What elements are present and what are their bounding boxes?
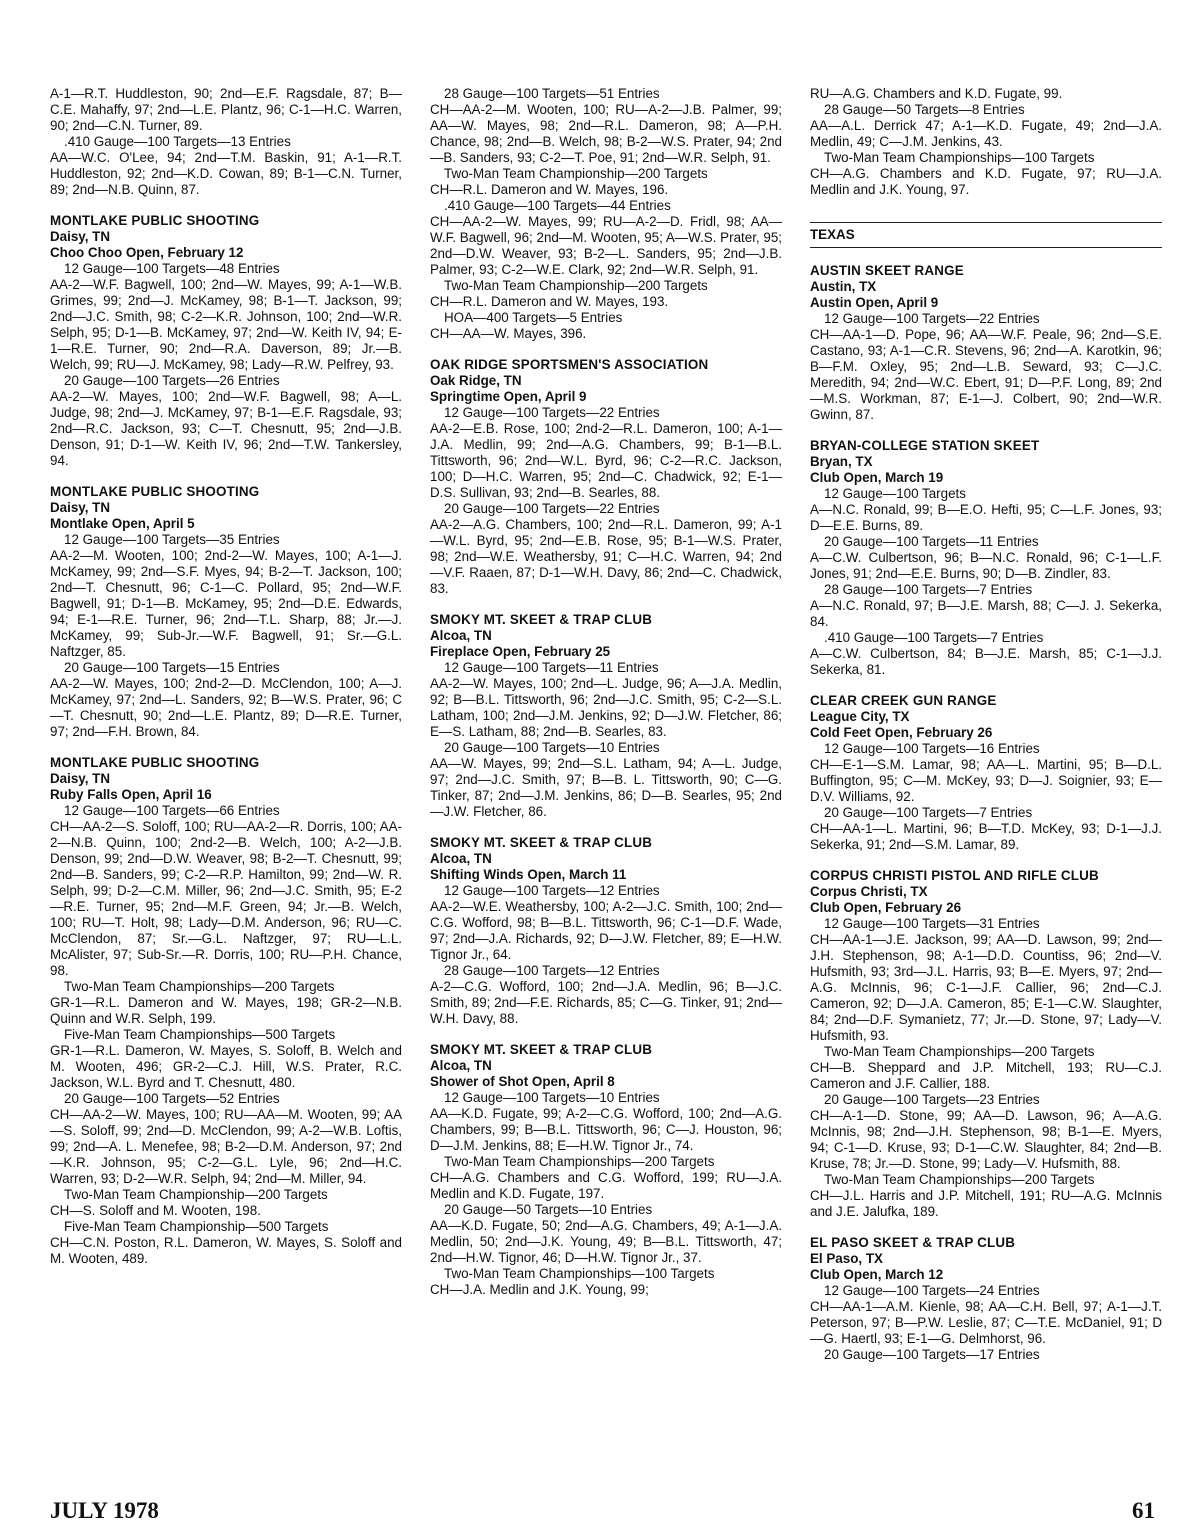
club-heading: SMOKY MT. SKEET & TRAP CLUB: [430, 1042, 653, 1057]
results-paragraph: AA—A.L. Derrick 47; A-1—K.D. Fugate, 49; 2nd—J.A. Medlin, 49; C—J.M. Jenkins, 43.: [810, 118, 1162, 149]
event-title: Shifting Winds Open, March 11: [430, 867, 627, 882]
results-paragraph: CH—AA-1—J.E. Jackson, 99; AA—D. Lawson, 99; 2nd—J.H. Stephenson, 98; A-1—D.D. Countiss, 96; 2nd—V. Hufsmith, 93; 3rd—J.L. Harris, 93; B—E. Myers, 97; 2nd—A.G. McInnis, 96; C-1—J.F. Callier, 96; 2nd—C.J. Cameron, 92; D—J.A. Cameron, 85; E-1—C.W. Slaughter, 84; 2nd—D.F. Symanietz, 77; Jr.—D. Stone, 97; Lady—V. Hufsmith, 93.: [810, 932, 1162, 1043]
event-line: HOA—400 Targets—5 Entries: [444, 310, 623, 325]
event-line: 20 Gauge—100 Targets—23 Entries: [824, 1092, 1040, 1107]
club-location: Alcoa, TN: [430, 851, 492, 866]
results-paragraph: CH—A.G. Chambers and K.D. Fugate, 97; RU—J.A. Medlin and J.K. Young, 97.: [810, 166, 1162, 197]
results-paragraph: AA-2—W.F. Bagwell, 100; 2nd—W. Mayes, 99; A-1—W.B. Grimes, 99; 2nd—J. McKamey, 98; B-1—T. Jackson, 99; 2nd—J.C. Smith, 98; C-2—K.R. Johnson, 100; 2nd—W.R. Selph, 95; D-1—B. McKamey, 97; 2nd—W. Keith IV, 94; E-1—R.E. Turner, 90; 2nd—R.A. Daverson, 89; Jr.—B. Welch, 99; RU—J. McKamey, 98; Lady—R.W. Pelfrey, 93.: [50, 277, 402, 372]
club-location: Austin, TX: [810, 279, 877, 294]
club-heading: MONTLAKE PUBLIC SHOOTING: [50, 484, 260, 499]
event-title: Fireplace Open, February 25: [430, 644, 611, 659]
results-paragraph: GR-1—R.L. Dameron, W. Mayes, S. Soloff, B. Welch and M. Wooten, 496; GR-2—C.J. Hill, W.S. Prater, R.C. Jackson, W.L. Byrd and T. Chesnutt, 480.: [50, 1043, 402, 1090]
event-title: Club Open, March 12: [810, 1267, 944, 1282]
club-heading: OAK RIDGE SPORTSMEN'S ASSOCIATION: [430, 357, 709, 372]
results-paragraph: CH—J.A. Medlin and J.K. Young, 99;: [430, 1282, 649, 1297]
event-line: 20 Gauge—100 Targets—17 Entries: [824, 1347, 1040, 1362]
state-heading: TEXAS: [810, 222, 1162, 248]
club-location: Bryan, TX: [810, 454, 873, 469]
event-line: 12 Gauge—100 Targets—10 Entries: [444, 1090, 660, 1105]
results-paragraph: A—N.C. Ronald, 97; B—J.E. Marsh, 88; C—J. J. Sekerka, 84.: [810, 598, 1162, 629]
club-location: Daisy, TN: [50, 771, 111, 786]
results-paragraph: CH—AA-2—W. Mayes, 99; RU—A-2—D. Fridl, 98; AA—W.F. Bagwell, 96; 2nd—M. Wooten, 95; A—W.S. Prater, 95; 2nd—D.W. Weaver, 93; B-2—L. Sanders, 95; 2nd—J.B. Palmer, 93; C-2—W.E. Clark, 92; 2nd—W.R. Selph, 91.: [430, 214, 782, 277]
event-title: Shower of Shot Open, April 8: [430, 1074, 615, 1089]
results-paragraph: A—C.W. Culbertson, 84; B—J.E. Marsh, 85; C-1—J.J. Sekerka, 81.: [810, 646, 1162, 677]
results-paragraph: CH—J.L. Harris and J.P. Mitchell, 191; RU—A.G. McInnis and J.E. Jalufka, 189.: [810, 1188, 1162, 1219]
event-line: 12 Gauge—100 Targets—11 Entries: [444, 660, 659, 675]
issue-date: JULY 1978: [50, 1498, 159, 1523]
club-heading: AUSTIN SKEET RANGE: [810, 263, 964, 278]
results-paragraph: CH—AA-2—W. Mayes, 100; RU—AA—M. Wooten, 99; AA—S. Soloff, 99; 2nd—D. McClendon, 99; A-2—W.B. Loftis, 99; 2nd—A. L. Menefee, 98; B-2—D.M. Anderson, 97; 2nd—K.R. Johnson, 95; C-2—G.L. Lyle, 96; 2nd—H.C. Warren, 93; D-2—W.R. Selph, 94; 2nd—M. Miller, 94.: [50, 1107, 402, 1186]
results-paragraph: AA-2—A.G. Chambers, 100; 2nd—R.L. Dameron, 99; A-1—W.L. Byrd, 95; 2nd—E.B. Rose, 95; B-1—W.S. Prater, 98; 2nd—W.E. Weathersby, 91; C—H.C. Warren, 94; 2nd—V.F. Raaen, 87; D-1—W.H. Davy, 86; 2nd—C. Chadwick, 83.: [430, 517, 782, 596]
event-line: Two-Man Team Championships—200 Targets: [824, 1044, 1095, 1059]
event-line: 20 Gauge—100 Targets—15 Entries: [64, 660, 280, 675]
event-line: 20 Gauge—100 Targets—7 Entries: [824, 805, 1033, 820]
club-heading: BRYAN-COLLEGE STATION SKEET: [810, 438, 1040, 453]
event-title: Montlake Open, April 5: [50, 516, 195, 531]
results-paragraph: CH—AA-2—M. Wooten, 100; RU—A-2—J.B. Palmer, 99; AA—W. Mayes, 98; 2nd—R.L. Dameron, 98; A—P.H. Chance, 98; 2nd—B. Welch, 98; B-2—W.S. Prater, 94; 2nd—B. Sanders, 93; C-2—T. Poe, 91; 2nd—W.R. Selph, 91.: [430, 102, 782, 165]
event-title: Springtime Open, April 9: [430, 389, 587, 404]
club-location: Daisy, TN: [50, 500, 111, 515]
club-heading: SMOKY MT. SKEET & TRAP CLUB: [430, 612, 653, 627]
event-line: 28 Gauge—50 Targets—8 Entries: [824, 102, 1025, 117]
results-paragraph: AA-2—W. Mayes, 100; 2nd-2—D. McClendon, 100; A—J. McKamey, 97; 2nd—L. Sanders, 92; B—W.S. Prater, 96; C—T. Chesnutt, 90; 2nd—L.E. Plantz, 89; D—R.E. Turner, 97; 2nd—F.H. Brown, 84.: [50, 676, 402, 739]
event-line: Two-Man Team Championships—200 Targets: [444, 1154, 715, 1169]
results-paragraph: CH—B. Sheppard and J.P. Mitchell, 193; RU—C.J. Cameron and J.F. Callier, 188.: [810, 1060, 1162, 1091]
event-line: Two-Man Team Championships—100 Targets: [444, 1266, 715, 1281]
event-line: Two-Man Team Championships—200 Targets: [64, 979, 335, 994]
event-title: Club Open, March 19: [810, 470, 944, 485]
club-location: Daisy, TN: [50, 229, 111, 244]
event-line: 20 Gauge—100 Targets—26 Entries: [64, 373, 280, 388]
club-heading: MONTLAKE PUBLIC SHOOTING: [50, 213, 260, 228]
club-location: League City, TX: [810, 709, 910, 724]
club-location: Alcoa, TN: [430, 628, 492, 643]
event-line: 12 Gauge—100 Targets—24 Entries: [824, 1283, 1040, 1298]
results-paragraph: CH—AA-2—S. Soloff, 100; RU—AA-2—R. Dorris, 100; AA-2—N.B. Quinn, 100; 2nd-2—B. Welch, 100; A-2—J.B. Denson, 99; 2nd—D.W. Weaver, 98; B-2—T. Chesnutt, 99; 2nd—B. Sanders, 99; C-2—R.P. Hamilton, 99; 2nd—W. R. Selph, 99; D-2—C.M. Miller, 96; 2nd—J.C. Smith, 95; E-2—R.E. Turner, 95; 2nd—M.F. Green, 94; Jr.—B. Welch, 100; RU—T. Holt, 98; Lady—D.M. Anderson, 96; RU—C. McClendon, 87; Sr.—G.L. Naftzger, 97; RU—L.L. McAlister, 97; Sub-Sr.—R. Dorris, 100; RU—P.H. Chance, 98.: [50, 819, 402, 978]
results-paragraph: CH—AA-1—A.M. Kienle, 98; AA—C.H. Bell, 97; A-1—J.T. Peterson, 97; B—P.W. Leslie, 87; C—T.E. McDaniel, 91; D—G. Haertl, 93; E-1—G. Delmhorst, 96.: [810, 1299, 1162, 1346]
results-paragraph: AA—K.D. Fugate, 50; 2nd—A.G. Chambers, 49; A-1—J.A. Medlin, 50; 2nd—J.K. Young, 49; B—B.L. Tittsworth, 47; 2nd—H.W. Tignor, 46; D—H.W. Tignor Jr., 37.: [430, 1218, 782, 1265]
event-line: 12 Gauge—100 Targets—22 Entries: [444, 405, 660, 420]
results-paragraph: CH—E-1—S.M. Lamar, 98; AA—L. Martini, 95; B—D.L. Buffington, 95; C—M. McKey, 93; D—J. Soignier, 93; E—D.V. Williams, 92.: [810, 757, 1162, 804]
results-paragraph: CH—A-1—D. Stone, 99; AA—D. Lawson, 96; A—A.G. McInnis, 98; 2nd—J.H. Stephenson, 98; B-1—E. Myers, 94; C-1—D. Kruse, 93; D-1—C.W. Slaughter, 84; 2nd—B. Kruse, 78; Jr.—D. Stone, 99; Lady—V. Hufsmith, 88.: [810, 1108, 1162, 1171]
results-paragraph: AA—W. Mayes, 99; 2nd—S.L. Latham, 94; A—L. Judge, 97; 2nd—J.C. Smith, 97; B—B. L. Tittsworth, 90; C—G. Tinker, 87; 2nd—J.M. Jenkins, 86; D—B. Searles, 95; 2nd—J.W. Fletcher, 86.: [430, 756, 782, 819]
event-line: 28 Gauge—100 Targets—7 Entries: [824, 582, 1033, 597]
column-1: [50, 86, 402, 1267]
club-location: Oak Ridge, TN: [430, 373, 522, 388]
event-line: Five-Man Team Championships—500 Targets: [64, 1027, 336, 1042]
event-line: .410 Gauge—100 Targets—13 Entries: [64, 134, 291, 149]
results-paragraph: GR-1—R.L. Dameron and W. Mayes, 198; GR-2—N.B. Quinn and W.R. Selph, 199.: [50, 995, 402, 1026]
club-location: El Paso, TX: [810, 1251, 883, 1266]
event-line: 12 Gauge—100 Targets—48 Entries: [64, 261, 280, 276]
results-paragraph: CH—AA—W. Mayes, 396.: [430, 326, 587, 341]
event-line: .410 Gauge—100 Targets—7 Entries: [824, 630, 1044, 645]
event-line: Two-Man Team Championship—200 Targets: [444, 278, 708, 293]
results-paragraph: A-1—R.T. Huddleston, 90; 2nd—E.F. Ragsdale, 87; B—C.E. Mahaffy, 97; 2nd—L.E. Plantz, 96; C-1—H.C. Warren, 90; 2nd—C.N. Turner, 89.: [50, 86, 402, 133]
club-heading: EL PASO SKEET & TRAP CLUB: [810, 1235, 1016, 1250]
club-location: Corpus Christi, TX: [810, 884, 928, 899]
event-title: Choo Choo Open, February 12: [50, 245, 244, 260]
event-title: Club Open, February 26: [810, 900, 962, 915]
column-3: [810, 86, 1162, 1363]
event-title: Ruby Falls Open, April 16: [50, 787, 212, 802]
event-line: 12 Gauge—100 Targets: [824, 486, 966, 501]
results-paragraph: AA-2—M. Wooten, 100; 2nd-2—W. Mayes, 100; A-1—J. McKamey, 99; 2nd—S.F. Myes, 94; B-2—T. Jackson, 100; 2nd—T. Chesnutt, 96; C-1—C. Pollard, 95; 2nd—W.F. Bagwell, 91; D-1—B. McKamey, 95; 2nd—D.E. Edwards, 94; E-1—R.E. Turner, 96; 2nd—T.L. Sharp, 88; Jr.—J. McKamey, 99; Sub-Jr.—W.F. Bagwell, 91; Sr.—G.L. Naftzger, 85.: [50, 548, 402, 659]
results-paragraph: A—C.W. Culbertson, 96; B—N.C. Ronald, 96; C-1—L.F. Jones, 91; 2nd—E.E. Burns, 90; D—B. Zindler, 83.: [810, 550, 1162, 581]
event-line: Five-Man Team Championship—500 Targets: [64, 1219, 329, 1234]
club-location: Alcoa, TN: [430, 1058, 492, 1073]
club-heading: SMOKY MT. SKEET & TRAP CLUB: [430, 835, 653, 850]
results-paragraph: AA-2—E.B. Rose, 100; 2nd-2—R.L. Dameron, 100; A-1—J.A. Medlin, 99; 2nd—A.G. Chambers, 99; B-1—B.L. Tittsworth, 96; 2nd—W.L. Byrd, 96; C-2—R.C. Jackson, 100; D—H.C. Warren, 95; 2nd—C. Chadwick, 92; E-1—D.S. Sullivan, 93; 2nd—B. Searles, 88.: [430, 421, 782, 500]
club-heading: CORPUS CHRISTI PISTOL AND RIFLE CLUB: [810, 868, 1099, 883]
event-title: Austin Open, April 9: [810, 295, 939, 310]
event-line: 20 Gauge—100 Targets—52 Entries: [64, 1091, 280, 1106]
event-line: 20 Gauge—100 Targets—22 Entries: [444, 501, 660, 516]
column-2: [430, 86, 782, 1298]
results-paragraph: AA—K.D. Fugate, 99; A-2—C.G. Wofford, 100; 2nd—A.G. Chambers, 99; B—B.L. Tittsworth, 96; C—J. Houston, 96; D—J.M. Jenkins, 88; E—H.W. Tignor Jr., 74.: [430, 1106, 782, 1153]
event-line: Two-Man Team Championship—200 Targets: [444, 166, 708, 181]
event-line: 12 Gauge—100 Targets—16 Entries: [824, 741, 1040, 756]
event-line: Two-Man Team Championships—100 Targets: [824, 150, 1095, 165]
event-line: 20 Gauge—100 Targets—10 Entries: [444, 740, 660, 755]
event-title: Cold Feet Open, February 26: [810, 725, 993, 740]
results-paragraph: A—N.C. Ronald, 99; B—E.O. Hefti, 95; C—L.F. Jones, 93; D—E.E. Burns, 89.: [810, 502, 1162, 533]
results-paragraph: AA-2—W. Mayes, 100; 2nd—L. Judge, 96; A—J.A. Medlin, 92; B—B.L. Tittsworth, 96; 2nd—J.C. Smith, 95; C-2—S.L. Latham, 100; 2nd—J.M. Jenkins, 92; D—J.W. Fletcher, 86; E—S. Latham, 88; 2nd—B. Searles, 83.: [430, 676, 782, 739]
results-paragraph: RU—A.G. Chambers and K.D. Fugate, 99.: [810, 86, 1063, 101]
results-paragraph: AA—W.C. O'Lee, 94; 2nd—T.M. Baskin, 91; A-1—R.T. Huddleston, 92; 2nd—K.D. Cowan, 89; B-1—C.N. Turner, 89; 2nd—N.B. Quinn, 87.: [50, 150, 402, 197]
results-paragraph: CH—A.G. Chambers and C.G. Wofford, 199; RU—J.A. Medlin and K.D. Fugate, 197.: [430, 1170, 782, 1201]
event-line: 28 Gauge—100 Targets—51 Entries: [444, 86, 660, 101]
event-line: 20 Gauge—100 Targets—11 Entries: [824, 534, 1039, 549]
page-number: 61: [1132, 1498, 1155, 1523]
event-line: Two-Man Team Championships—200 Targets: [824, 1172, 1095, 1187]
event-line: 12 Gauge—100 Targets—66 Entries: [64, 803, 280, 818]
event-line: 28 Gauge—100 Targets—12 Entries: [444, 963, 660, 978]
results-paragraph: CH—AA-1—L. Martini, 96; B—T.D. McKey, 93; D-1—J.J. Sekerka, 91; 2nd—S.M. Lamar, 89.: [810, 821, 1162, 852]
club-heading: MONTLAKE PUBLIC SHOOTING: [50, 755, 260, 770]
event-line: 12 Gauge—100 Targets—31 Entries: [824, 916, 1040, 931]
event-line: 20 Gauge—50 Targets—10 Entries: [444, 1202, 653, 1217]
event-line: 12 Gauge—100 Targets—35 Entries: [64, 532, 280, 547]
event-line: .410 Gauge—100 Targets—44 Entries: [444, 198, 671, 213]
results-paragraph: CH—R.L. Dameron and W. Mayes, 193.: [430, 294, 669, 309]
results-paragraph: CH—AA-1—D. Pope, 96; AA—W.F. Peale, 96; 2nd—S.E. Castano, 93; A-1—C.R. Stevens, 96; 2nd—A. Karotkin, 96; B—F.M. Oxley, 95; 2nd—L.B. Seward, 93; C—J.C. Meredith, 94; 2nd—W.C. Ebert, 91; D—P.F. Long, 89; 2nd—M.S. Workman, 87; E-1—J. Colbert, 90; 2nd—W.R. Gwinn, 87.: [810, 327, 1162, 422]
results-paragraph: AA-2—W.E. Weathersby, 100; A-2—J.C. Smith, 100; 2nd—C.G. Wofford, 98; B—B.L. Tittsworth, 96; C-1—D.F. Wade, 97; 2nd—J.A. Richards, 92; D—J.W. Fletcher, 89; E—H.W. Tignor Jr., 64.: [430, 899, 782, 962]
results-paragraph: AA-2—W. Mayes, 100; 2nd—W.F. Bagwell, 98; A—L. Judge, 98; 2nd—J. McKamey, 97; B-1—E.F. Ragsdale, 93; 2nd—R.C. Jackson, 93; C—T. Chesnutt, 95; 2nd—J.B. Denson, 91; D-1—W. Keith IV, 96; 2nd—T.W. Tankersley, 94.: [50, 389, 402, 468]
results-paragraph: CH—S. Soloff and M. Wooten, 198.: [50, 1203, 261, 1218]
results-paragraph: CH—R.L. Dameron and W. Mayes, 196.: [430, 182, 669, 197]
results-paragraph: A-2—C.G. Wofford, 100; 2nd—J.A. Medlin, 96; B—J.C. Smith, 89; 2nd—F.E. Richards, 85; C—G. Tinker, 91; 2nd—W.H. Davy, 88.: [430, 979, 782, 1026]
event-line: 12 Gauge—100 Targets—22 Entries: [824, 311, 1040, 326]
club-heading: CLEAR CREEK GUN RANGE: [810, 693, 997, 708]
event-line: Two-Man Team Championship—200 Targets: [64, 1187, 328, 1202]
event-line: 12 Gauge—100 Targets—12 Entries: [444, 883, 660, 898]
results-paragraph: CH—C.N. Poston, R.L. Dameron, W. Mayes, S. Soloff and M. Wooten, 489.: [50, 1235, 402, 1266]
